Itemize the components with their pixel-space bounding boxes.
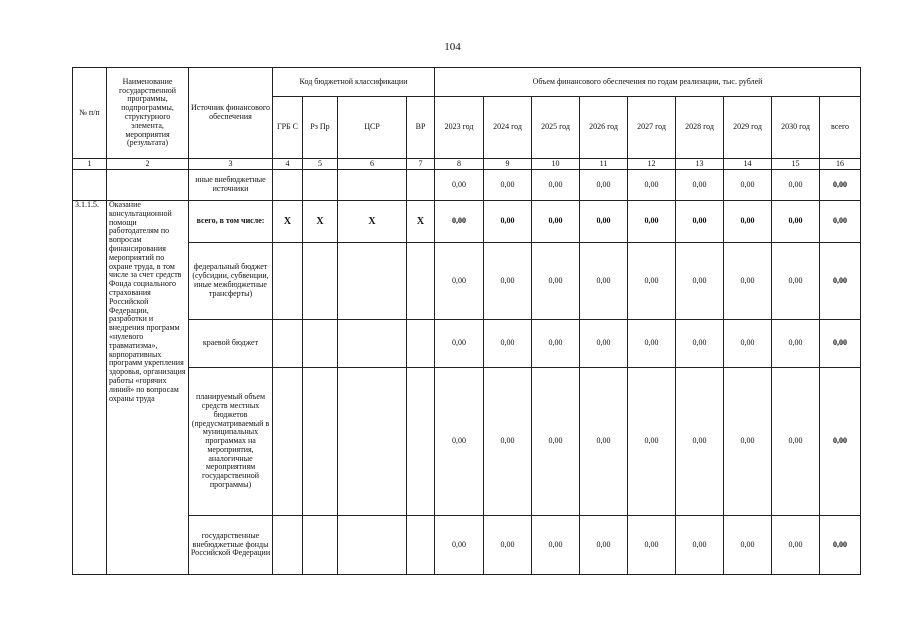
code-cell — [273, 368, 303, 516]
value-cell: 0,00 — [772, 243, 820, 320]
year-col-header: 2024 год — [484, 97, 532, 159]
value-cell: 0,00 — [484, 320, 532, 368]
budget-table — [72, 67, 861, 575]
item-name: Оказание консультационной помощи работодателям по вопросам финансирования мероприятий по охране труда, в том числе за счет средств Фонда социального страхования Российской Федерации, разработки и внедрения программ «нулевого травматизма», корпоративных программ укрепления здоровья, организация работы «горячих линий» по вопросам охраны труда — [107, 201, 189, 575]
code-cell — [407, 170, 435, 201]
value-cell: 0,00 — [628, 170, 676, 201]
value-cell: 0,00 — [628, 368, 676, 516]
value-cell: 0,00 — [628, 243, 676, 320]
code-cell — [338, 243, 407, 320]
value-cell: 0,00 — [724, 201, 772, 243]
value-cell: 0,00 — [820, 320, 861, 368]
header-row-1 — [73, 68, 861, 97]
source-cell: всего, в том числе: — [189, 201, 273, 243]
column-index: 6 — [338, 159, 407, 170]
source-cell: государственные внебюджетные фонды Российской Федерации — [189, 516, 273, 575]
column-index: 12 — [628, 159, 676, 170]
year-col-header: 2025 год — [532, 97, 580, 159]
year-col-header: 2030 год — [772, 97, 820, 159]
value-cell: 0,00 — [772, 516, 820, 575]
value-cell: 0,00 — [820, 368, 861, 516]
code-cell: X — [303, 201, 338, 243]
code-cell — [407, 243, 435, 320]
source-cell: планируемый объем средств местных бюджетов (предусматриваемый в муниципальных программах на мероприятия, аналогичные мероприятиям государственной программы) — [189, 368, 273, 516]
value-cell: 0,00 — [532, 516, 580, 575]
col-num-header: № п/п — [73, 68, 107, 159]
value-cell: 0,00 — [435, 170, 484, 201]
source-cell: иные внебюджетные источники — [189, 170, 273, 201]
table-row — [73, 368, 861, 516]
value-cell: 0,00 — [772, 368, 820, 516]
value-cell: 0,00 — [532, 368, 580, 516]
source-cell: федеральный бюджет (субсидии, субвенции, иные межбюджетные трансферты) — [189, 243, 273, 320]
year-col-header: 2028 год — [676, 97, 724, 159]
value-cell: 0,00 — [724, 516, 772, 575]
bcc-col-header: ГРБ С — [273, 97, 303, 159]
column-index: 14 — [724, 159, 772, 170]
value-cell: 0,00 — [580, 516, 628, 575]
value-cell: 0,00 — [772, 320, 820, 368]
column-index: 9 — [484, 159, 532, 170]
value-cell: 0,00 — [532, 201, 580, 243]
column-index: 4 — [273, 159, 303, 170]
value-cell: 0,00 — [820, 201, 861, 243]
code-cell — [338, 368, 407, 516]
code-cell — [273, 516, 303, 575]
page-number: 104 — [444, 41, 461, 53]
num-cell — [73, 170, 107, 201]
value-cell: 0,00 — [580, 320, 628, 368]
table-row — [73, 170, 861, 201]
column-index: 13 — [676, 159, 724, 170]
column-index: 11 — [580, 159, 628, 170]
column-index: 2 — [107, 159, 189, 170]
value-cell: 0,00 — [820, 243, 861, 320]
value-cell: 0,00 — [532, 243, 580, 320]
value-cell: 0,00 — [676, 516, 724, 575]
value-cell: 0,00 — [676, 320, 724, 368]
code-cell: X — [338, 201, 407, 243]
code-cell — [407, 368, 435, 516]
value-cell: 0,00 — [484, 201, 532, 243]
bcc-col-header: Рз Пр — [303, 97, 338, 159]
value-cell: 0,00 — [676, 243, 724, 320]
value-cell: 0,00 — [772, 201, 820, 243]
year-col-header: всего — [820, 97, 861, 159]
column-index: 10 — [532, 159, 580, 170]
value-cell: 0,00 — [628, 516, 676, 575]
value-cell: 0,00 — [484, 170, 532, 201]
value-cell: 0,00 — [628, 320, 676, 368]
table-row — [73, 201, 861, 243]
value-cell: 0,00 — [484, 368, 532, 516]
value-cell: 0,00 — [724, 170, 772, 201]
name-cell — [107, 170, 189, 201]
value-cell: 0,00 — [724, 320, 772, 368]
value-cell: 0,00 — [435, 243, 484, 320]
col-source-header: Источник финансового обеспечения — [189, 68, 273, 159]
year-col-header: 2027 год — [628, 97, 676, 159]
column-index: 7 — [407, 159, 435, 170]
code-cell — [303, 243, 338, 320]
source-cell: краевой бюджет — [189, 320, 273, 368]
code-cell — [303, 320, 338, 368]
value-cell: 0,00 — [820, 170, 861, 201]
value-cell: 0,00 — [724, 368, 772, 516]
item-number: 3.1.1.5. — [73, 201, 107, 575]
code-cell: X — [407, 201, 435, 243]
year-col-header: 2026 год — [580, 97, 628, 159]
col-name-header: Наименование государственной программы, подпрограммы, структурного элемента, мероприятия (результата) — [107, 68, 189, 159]
value-cell: 0,00 — [532, 170, 580, 201]
code-cell — [407, 320, 435, 368]
bcc-col-header: ЦСР — [338, 97, 407, 159]
value-cell: 0,00 — [676, 368, 724, 516]
value-cell: 0,00 — [484, 516, 532, 575]
code-cell — [273, 320, 303, 368]
column-index: 3 — [189, 159, 273, 170]
value-cell: 0,00 — [532, 320, 580, 368]
index-row — [73, 159, 861, 170]
value-cell: 0,00 — [435, 368, 484, 516]
table-row — [73, 516, 861, 575]
value-cell: 0,00 — [676, 201, 724, 243]
year-col-header: 2029 год — [724, 97, 772, 159]
table-row — [73, 243, 861, 320]
value-cell: 0,00 — [435, 201, 484, 243]
value-cell: 0,00 — [484, 243, 532, 320]
funding-group-header: Объем финансового обеспечения по годам реализации, тыс. рублей — [435, 68, 861, 97]
value-cell: 0,00 — [772, 170, 820, 201]
code-cell — [303, 170, 338, 201]
value-cell: 0,00 — [580, 243, 628, 320]
code-cell — [338, 170, 407, 201]
value-cell: 0,00 — [580, 170, 628, 201]
value-cell: 0,00 — [580, 201, 628, 243]
code-cell — [338, 516, 407, 575]
table-row — [73, 320, 861, 368]
code-cell — [407, 516, 435, 575]
column-index: 15 — [772, 159, 820, 170]
value-cell: 0,00 — [435, 516, 484, 575]
bcc-group-header: Код бюджетной классификации — [273, 68, 435, 97]
column-index: 16 — [820, 159, 861, 170]
code-cell — [273, 170, 303, 201]
column-index: 5 — [303, 159, 338, 170]
value-cell: 0,00 — [724, 243, 772, 320]
column-index: 8 — [435, 159, 484, 170]
value-cell: 0,00 — [628, 201, 676, 243]
value-cell: 0,00 — [435, 320, 484, 368]
value-cell: 0,00 — [676, 170, 724, 201]
column-index: 1 — [73, 159, 107, 170]
code-cell: X — [273, 201, 303, 243]
bcc-col-header: ВР — [407, 97, 435, 159]
code-cell — [303, 368, 338, 516]
code-cell — [338, 320, 407, 368]
value-cell: 0,00 — [820, 516, 861, 575]
year-col-header: 2023 год — [435, 97, 484, 159]
value-cell: 0,00 — [580, 368, 628, 516]
code-cell — [273, 243, 303, 320]
code-cell — [303, 516, 338, 575]
